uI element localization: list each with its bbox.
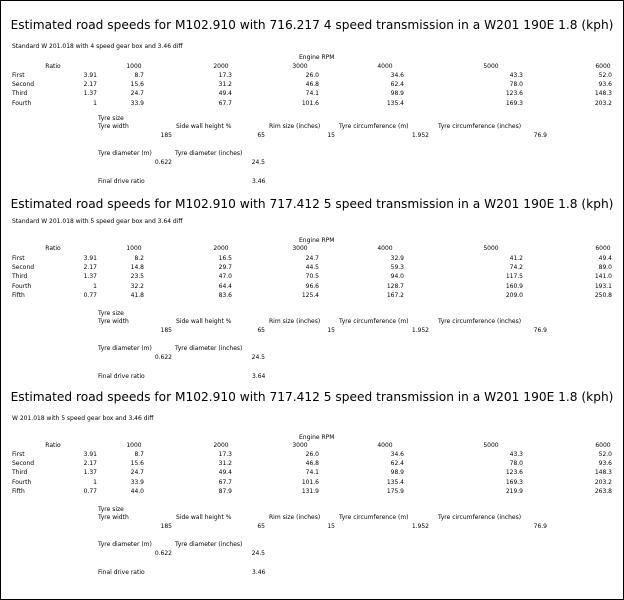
speed-cell: 94.0 — [390, 273, 404, 281]
speed-cell: 23.5 — [130, 273, 144, 281]
rim-value: 15 — [327, 523, 335, 530]
speed-cell: 93.6 — [598, 460, 612, 468]
speed-cell: 41.2 — [509, 255, 523, 262]
speed-cell: 8.2 — [134, 255, 144, 262]
section-subtitle: Standard W 201.018 with 5 speed gear box and 3.64 diff — [12, 218, 183, 225]
gear-ratio: 1 — [93, 282, 97, 290]
section-title: Estimated road speeds for M102.910 with 717.412 5 speed transmission in a W201 190E 1.8 (kph) — [10, 390, 614, 404]
diam-in-value: 24.5 — [251, 550, 265, 557]
diam-m-label: Tyre diameter (m) — [98, 541, 152, 548]
gear-ratio: 3.91 — [83, 451, 97, 458]
gear-label: Third — [12, 90, 28, 98]
ratio-header: Ratio — [45, 442, 61, 449]
rim-value: 15 — [327, 327, 335, 334]
speed-cell: 117.5 — [505, 273, 523, 281]
rpm-header: 5000 — [483, 442, 499, 449]
rpm-header: 4000 — [377, 442, 393, 449]
rpm-header: 3000 — [292, 63, 308, 70]
speed-cell: 33.9 — [130, 478, 144, 486]
gear-label: First — [12, 255, 25, 262]
speed-cell: 148.3 — [594, 469, 612, 477]
gear-label: First — [12, 451, 25, 458]
speed-cell: 49.4 — [218, 90, 232, 98]
speed-cell: 34.6 — [390, 72, 404, 79]
speed-section — [1, 391, 623, 587]
speed-cell: 52.0 — [598, 451, 612, 458]
diam-in-label: Tyre diameter (inches) — [175, 541, 243, 548]
section-subtitle: W 201.018 with 5 speed gear box and 3.46 diff — [12, 415, 154, 422]
speed-cell: 74.1 — [305, 469, 319, 477]
speed-cell: 32.2 — [130, 282, 144, 290]
speed-cell: 29.7 — [218, 264, 232, 272]
rpm-header: 5000 — [483, 63, 499, 70]
final-drive-value: 3.64 — [252, 373, 266, 380]
rpm-header: 2000 — [213, 245, 229, 252]
engine-rpm-label: Engine RPM — [299, 54, 335, 61]
speed-cell: 17.3 — [218, 72, 232, 79]
rpm-header: 1000 — [126, 63, 142, 70]
tyre-size-label: Tyre size — [98, 310, 124, 317]
circ-m-value: 1.952 — [411, 327, 429, 334]
speed-cell: 78.0 — [509, 460, 523, 468]
speed-cell: 8.7 — [134, 451, 144, 458]
gear-label: First — [12, 72, 25, 79]
circ-m-value: 1.952 — [411, 132, 429, 139]
speed-cell: 34.6 — [390, 451, 404, 458]
speed-cell: 15.6 — [130, 460, 144, 468]
diam-m-value: 0.622 — [154, 550, 172, 557]
speed-cell: 59.3 — [390, 264, 404, 272]
speed-section — [1, 19, 623, 215]
circ-in-label: Tyre circumference (inches) — [438, 123, 522, 130]
speed-cell: 123.6 — [505, 90, 523, 98]
final-drive-label: Final drive ratio — [98, 178, 145, 185]
gear-label: Third — [12, 469, 28, 477]
speed-cell: 24.7 — [305, 255, 319, 262]
speed-cell: 203.2 — [594, 99, 612, 107]
gear-ratio: 3.91 — [83, 72, 97, 79]
speed-cell: 49.4 — [598, 255, 612, 262]
speed-cell: 24.7 — [130, 90, 144, 98]
gear-ratio: 2.17 — [83, 460, 97, 468]
tyre-width-value: 185 — [160, 132, 172, 139]
rim-label: Rim size (inches) — [269, 318, 321, 325]
final-drive-value: 3.46 — [252, 569, 266, 576]
speed-cell: 96.6 — [305, 282, 319, 290]
gear-ratio: 1 — [93, 478, 97, 486]
speed-cell: 8.7 — [134, 72, 144, 79]
speed-cell: 93.6 — [598, 81, 612, 89]
gear-label: Fifth — [12, 291, 25, 299]
speed-cell: 16.5 — [218, 255, 232, 262]
gear-label: Fourth — [12, 478, 32, 486]
rpm-header: 2000 — [213, 442, 229, 449]
ratio-header: Ratio — [45, 63, 61, 70]
speed-cell: 15.6 — [130, 81, 144, 89]
speed-cell: 83.6 — [218, 291, 232, 299]
speed-cell: 46.8 — [305, 460, 319, 468]
speed-cell: 62.4 — [390, 81, 404, 89]
speed-cell: 41.8 — [130, 291, 144, 299]
speed-cell: 74.1 — [305, 90, 319, 98]
section-title: Estimated road speeds for M102.910 with 717.412 5 speed transmission in a W201 190E 1.8 (kph) — [10, 197, 614, 211]
speed-cell: 24.7 — [130, 469, 144, 477]
gear-ratio: 1.37 — [83, 469, 97, 477]
gear-ratio: 1.37 — [83, 90, 97, 98]
speed-cell: 43.3 — [509, 451, 523, 458]
speed-cell: 64.4 — [218, 282, 232, 290]
tyre-width-label: Tyre width — [98, 514, 129, 521]
speed-cell: 89.0 — [598, 264, 612, 272]
speed-cell: 101.6 — [301, 99, 319, 107]
gear-label: Second — [12, 81, 35, 89]
gear-label: Fifth — [12, 487, 25, 495]
diam-in-value: 24.5 — [251, 354, 265, 361]
speed-cell: 193.1 — [594, 282, 612, 290]
speed-cell: 141.0 — [594, 273, 612, 281]
circ-in-label: Tyre circumference (inches) — [438, 318, 522, 325]
circ-in-value: 76.9 — [533, 523, 547, 530]
rpm-header: 4000 — [377, 63, 393, 70]
diam-m-label: Tyre diameter (m) — [98, 150, 152, 157]
tyre-width-value: 185 — [160, 327, 172, 334]
engine-rpm-label: Engine RPM — [299, 434, 335, 441]
speed-cell: 67.7 — [218, 478, 232, 486]
tyre-width-value: 185 — [160, 523, 172, 530]
final-drive-value: 3.46 — [252, 178, 266, 185]
speed-cell: 31.2 — [218, 460, 232, 468]
sidewall-value: 65 — [257, 327, 265, 334]
speed-cell: 263.8 — [594, 487, 612, 495]
rim-label: Rim size (inches) — [269, 514, 321, 521]
final-drive-label: Final drive ratio — [98, 569, 145, 576]
speed-cell: 49.4 — [218, 469, 232, 477]
gear-label: Third — [12, 273, 28, 281]
speed-cell: 44.0 — [130, 487, 144, 495]
circ-in-label: Tyre circumference (inches) — [438, 514, 522, 521]
speed-cell: 98.9 — [390, 469, 404, 477]
speed-cell: 219.9 — [505, 487, 523, 495]
gear-label: Second — [12, 460, 35, 468]
speed-cell: 148.3 — [594, 90, 612, 98]
speed-section — [1, 198, 623, 394]
speed-cell: 74.2 — [509, 264, 523, 272]
rim-value: 15 — [327, 132, 335, 139]
speed-cell: 135.4 — [386, 478, 404, 486]
speed-cell: 14.8 — [130, 264, 144, 272]
ratio-header: Ratio — [45, 245, 61, 252]
speed-cell: 131.9 — [301, 487, 319, 495]
gear-ratio: 1.37 — [83, 273, 97, 281]
speed-cell: 101.6 — [301, 478, 319, 486]
section-subtitle: Standard W 201.018 with 4 speed gear box and 3.46 diff — [12, 43, 183, 50]
circ-m-label: Tyre circumference (m) — [339, 123, 409, 130]
diam-m-value: 0.622 — [154, 354, 172, 361]
diam-m-label: Tyre diameter (m) — [98, 345, 152, 352]
rpm-header: 1000 — [126, 245, 142, 252]
sidewall-label: Side wall height % — [176, 123, 232, 130]
rpm-header: 2000 — [213, 63, 229, 70]
diam-m-value: 0.622 — [154, 159, 172, 166]
speed-cell: 98.9 — [390, 90, 404, 98]
circ-in-value: 76.9 — [533, 327, 547, 334]
speed-cell: 26.0 — [305, 451, 319, 458]
rpm-header: 6000 — [595, 442, 611, 449]
speed-cell: 135.4 — [386, 99, 404, 107]
speed-cell: 87.9 — [218, 487, 232, 495]
speed-cell: 44.5 — [305, 264, 319, 272]
rpm-header: 4000 — [377, 245, 393, 252]
speed-cell: 175.9 — [386, 487, 404, 495]
speed-cell: 160.9 — [505, 282, 523, 290]
sidewall-value: 65 — [257, 132, 265, 139]
circ-in-value: 76.9 — [533, 132, 547, 139]
sidewall-label: Side wall height % — [176, 318, 232, 325]
gear-ratio: 0.77 — [83, 487, 97, 495]
speed-cell: 203.2 — [594, 478, 612, 486]
gear-ratio: 0.77 — [83, 291, 97, 299]
tyre-size-label: Tyre size — [98, 115, 124, 122]
speed-cell: 125.4 — [301, 291, 319, 299]
rpm-header: 6000 — [595, 63, 611, 70]
speed-cell: 32.9 — [390, 255, 404, 262]
speed-cell: 128.7 — [386, 282, 404, 290]
circ-m-label: Tyre circumference (m) — [339, 318, 409, 325]
speed-cell: 43.3 — [509, 72, 523, 79]
gear-label: Fourth — [12, 99, 32, 107]
speed-cell: 250.8 — [594, 291, 612, 299]
rpm-header: 3000 — [292, 245, 308, 252]
rpm-header: 6000 — [595, 245, 611, 252]
speed-cell: 52.0 — [598, 72, 612, 79]
speed-cell: 169.3 — [505, 478, 523, 486]
final-drive-label: Final drive ratio — [98, 373, 145, 380]
speed-cell: 123.6 — [505, 469, 523, 477]
engine-rpm-label: Engine RPM — [299, 237, 335, 244]
gear-ratio: 2.17 — [83, 81, 97, 89]
speed-cell: 167.2 — [386, 291, 404, 299]
speed-cell: 78.0 — [509, 81, 523, 89]
tyre-width-label: Tyre width — [98, 318, 129, 325]
gear-ratio: 3.91 — [83, 255, 97, 262]
tyre-size-label: Tyre size — [98, 506, 124, 513]
gear-label: Second — [12, 264, 35, 272]
speed-cell: 26.0 — [305, 72, 319, 79]
gear-label: Fourth — [12, 282, 32, 290]
rim-label: Rim size (inches) — [269, 123, 321, 130]
speed-cell: 70.5 — [305, 273, 319, 281]
speed-cell: 47.0 — [218, 273, 232, 281]
rpm-header: 1000 — [126, 442, 142, 449]
sidewall-label: Side wall height % — [176, 514, 232, 521]
speed-cell: 67.7 — [218, 99, 232, 107]
speed-cell: 31.2 — [218, 81, 232, 89]
rpm-header: 5000 — [483, 245, 499, 252]
speed-cell: 62.4 — [390, 460, 404, 468]
sidewall-value: 65 — [257, 523, 265, 530]
speed-cell: 33.9 — [130, 99, 144, 107]
section-title: Estimated road speeds for M102.910 with 716.217 4 speed transmission in a W201 190E 1.8 (kph) — [10, 18, 614, 32]
rpm-header: 3000 — [292, 442, 308, 449]
gear-ratio: 2.17 — [83, 264, 97, 272]
circ-m-label: Tyre circumference (m) — [339, 514, 409, 521]
speed-cell: 209.0 — [505, 291, 523, 299]
diam-in-value: 24.5 — [251, 159, 265, 166]
speed-cell: 17.3 — [218, 451, 232, 458]
tyre-width-label: Tyre width — [98, 123, 129, 130]
speed-cell: 46.8 — [305, 81, 319, 89]
diam-in-label: Tyre diameter (inches) — [175, 345, 243, 352]
diam-in-label: Tyre diameter (inches) — [175, 150, 243, 157]
gear-ratio: 1 — [93, 99, 97, 107]
speed-cell: 169.3 — [505, 99, 523, 107]
circ-m-value: 1.952 — [411, 523, 429, 530]
